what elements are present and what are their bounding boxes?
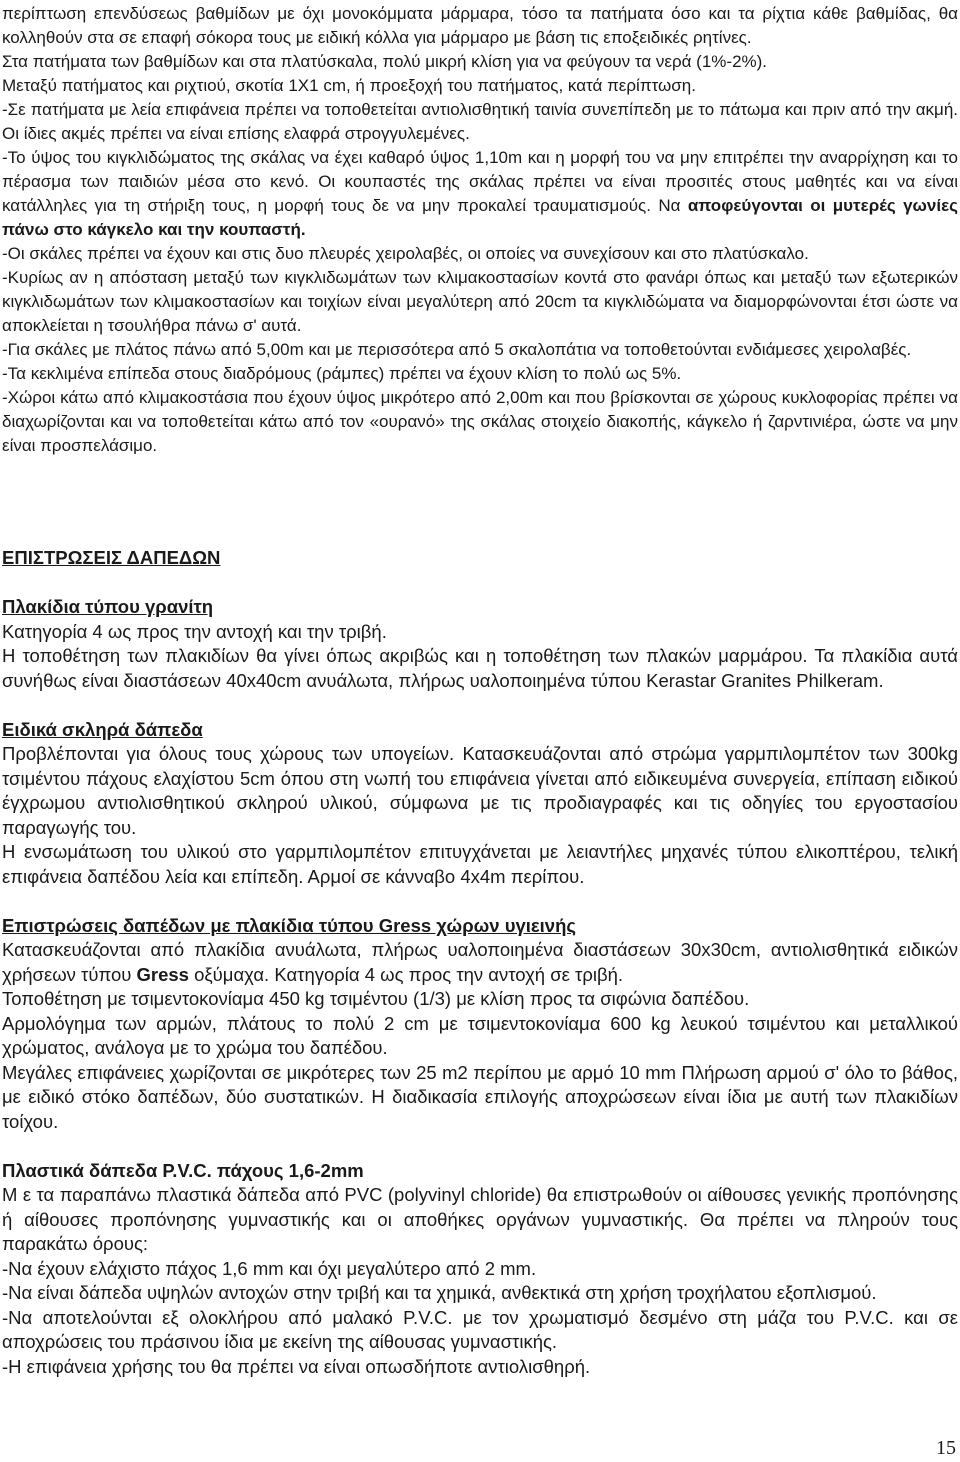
paragraph: -Για σκάλες με πλάτος πάνω από 5,00m και με περισσότερα από 5 σκαλοπάτια να τοποθετούνται ενδιάμεσες χειρολαβές. [2, 340, 912, 359]
paragraph: -Χώροι κάτω από κλιμακοστάσια που έχουν ύψος μικρότερο από 2,00m και που βρίσκονται σε χώρους κυκλοφορίας πρέπει να διαχωρίζονται και να τοποθετείται κάτω από τον «ουρανό» της σκάλας στοιχείο διακοπής, κάγκελο ή ζαρντινιέρα, ώστε να μην είναι προσπελάσιμο. [2, 388, 958, 455]
stair-specifications [2, 2, 958, 458]
paragraph: Τοποθέτηση με τσιμεντοκονίαμα 450 kg τσιμέντου (1/3) με κλίση προς τα σιφώνια δαπέδου. [2, 988, 750, 1009]
paragraph: -Να είναι δάπεδα υψηλών αντοχών στην τριβή και τα χημικά, ανθεκτικά στη χρήση τροχήλατου εξοπλισμού. [2, 1282, 877, 1303]
paragraph: Αρμολόγημα των αρμών, πλάτους το πολύ 2 cm με τσιμεντοκονίαμα 600 kg λευκού τσιμέντου και μεταλλικού χρώματος, ανάλογα με το χρώμα του δαπέδου. [2, 1012, 958, 1058]
paragraph: Η ενσωμάτωση του υλικού στο γαρμπιλομπέτον επιτυγχάνεται με λειαντήλες μηχανές τύπου ελικοπτέρου, τελική επιφάνεια δαπέδου λεία και επίπεδη. Αρμοί σε κάνναβο 4x4m περίπου. [2, 841, 958, 887]
paragraph: Στα πατήματα των βαθμίδων και στα πλατύσκαλα, πολύ μικρή κλίση για να φεύγουν τα νερά (1%-2%). [2, 52, 768, 71]
paragraph: -Κυρίως αν η απόσταση μεταξύ των κιγκλιδωμάτων των κλιμακοστασίων κοντά στο φανάρι όπως και μεταξύ των εξωτερικών κιγκλιδωμάτων των κλιμακοστασίων και τοιχίων είναι μεγαλύτερη από 20cm τα κιγκλιδώματα να διαμορφώνονται έτσι ώστε να αποκλείεται η τσουλήθρα πάνω σ' αυτά. [2, 268, 958, 335]
subsection-title-pvc: Πλαστικά δάπεδα P.V.C. πάχους 1,6-2mm [2, 1159, 364, 1181]
paragraph: Η τοποθέτηση των πλακιδίων θα γίνει όπως ακριβώς και η τοποθέτηση των πλακών μαρμάρου. Τα πλακίδια αυτά συνήθως είναι διαστάσεων 40x40cm ανυάλωτα, πλήρως υαλοποιημένα τύπου Kerastar Granites Philkeram. [2, 645, 958, 691]
subsection-title-gress: Επιστρώσεις δαπέδων με πλακίδια τύπου Gress χώρων υγιεινής [2, 914, 577, 936]
flooring-section [2, 546, 958, 1379]
paragraph: Μ ε τα παραπάνω πλαστικά δάπεδα από PVC (polyvinyl chloride) θα επιστρωθούν οι αίθουσες γενικής προπόνησης ή αίθουσες προπόνησης γυμναστικής και οι αποθήκες οργάνων γυμναστικής. Θα πρέπει να πληρούν τους παρακάτω όρους: [2, 1184, 958, 1254]
emphasis-text: Gress [136, 963, 189, 985]
paragraph: περίπτωση επενδύσεως βαθμίδων με όχι μονοκόμματα μάρμαρα, τόσο τα πατήματα όσο και τα ρίχτια κάθε βαθμίδας, θα κολληθούν στα σε επαφή σόκορα τους με ειδική κόλλα για μάρμαρο με βάση τις εποξειδικές ρητίνες. [2, 4, 958, 47]
paragraph: -Να αποτελούνται εξ ολοκλήρου από μαλακό P.V.C. με τον χρωματισμό δεσμένο στη μάζα του P.V.C. και σε αποχρώσεις του πράσινου ίδια με εκείνη της αίθουσας γυμναστικής. [2, 1306, 958, 1352]
emphasis-text: αποφεύγονται οι μυτερές γωνίες πάνω στο κάγκελο και την κουπαστή. [2, 196, 958, 239]
paragraph: -Σε πατήματα με λεία επιφάνεια πρέπει να τοποθετείται αντιολισθητική ταινία συνεπίπεδη με το πάτωμα και πριν από την ακμή. Οι ίδιες ακμές πρέπει να είναι επίσης ελαφρά στρογγυλεμένες. [2, 100, 958, 143]
paragraph [2, 146, 958, 242]
paragraph: Κατηγορία 4 ως προς την αντοχή και την τριβή. [2, 620, 387, 642]
paragraph-text: οξύμαχα. Κατηγορία 4 ως προς την αντοχή σε τριβή. [188, 963, 624, 985]
subsection-title-hard-floors: Ειδικά σκληρά δάπεδα [2, 718, 203, 740]
paragraph: -Οι σκάλες πρέπει να έχουν και στις δυο πλευρές χειρολαβές, οι οποίες να συνεχίσουν και στο πλατύσκαλο. [2, 244, 809, 263]
paragraph-text: -Το ύψος του κιγκλιδώματος της σκάλας να έχει καθαρό ύψος 1,10m και η μορφή του να μην επιτρέπει την αναρρίχηση και το πέρασμα των παιδιών μέσα στο κενό. Οι κουπαστές της σκάλας πρέπει να είναι προσιτές στους μαθητές και να είναι κατάλληλες για τη στήριξη τους, η μορφή τους δε να μην προκαλεί τραυματισμούς. Να [2, 148, 958, 215]
section-title: ΕΠΙΣΤΡΩΣΕΙΣ ΔΑΠΕΔΩΝ [2, 547, 221, 568]
paragraph: -Να έχουν ελάχιστο πάχος 1,6 mm και όχι μεγαλύτερο από 2 mm. [2, 1257, 537, 1279]
paragraph-text: Κατασκευάζονται από πλακίδια ανυάλωτα, πλήρως υαλοποιημένα διαστάσεων 30x30cm, αντιολισθητικά ειδικών χρήσεων τύπου [2, 939, 958, 985]
subsection-title-granite: Πλακίδια τύπου γρανίτη [2, 596, 214, 617]
page-number: 15 [936, 1437, 956, 1459]
paragraph: Μεγάλες επιφάνειες χωρίζονται σε μικρότερες των 25 m2 περίπου με αρμό 10 mm Πλήρωση αρμού σ' όλο το βάθος, με ειδικό στόκο δαπέδων, δύο συστατικών. Η διαδικασία επιλογής αποχρώσεων είναι ίδια με αυτή των πλακιδίων τοίχου. [2, 1061, 958, 1132]
paragraph: Προβλέπονται για όλους τους χώρους των υπογείων. Κατασκευάζονται από στρώμα γαρμπιλομπέτον των 300kg τσιμέντου πάχους ελαχίστου 5cm όπου στη νωπή του επιφάνεια γίνεται από ειδικευμένα συνεργεία, επίπαση ειδικού έγχρωμου αντιολισθητικού σκληρού υλικού, σύμφωνα με τις προδιαγραφές και τις οδηγίες του εργοστασίου παραγωγής του. [2, 743, 958, 838]
paragraph [2, 938, 958, 987]
paragraph: -Η επιφάνεια χρήσης του θα πρέπει να είναι οπωσδήποτε αντιολισθηρή. [2, 1355, 591, 1377]
paragraph: Μεταξύ πατήματος και ριχτιού, σκοτία 1Χ1 cm, ή προεξοχή του πατήματος, κατά περίπτωση. [2, 76, 696, 95]
paragraph: -Τα κεκλιμένα επίπεδα στους διαδρόμους (ράμπες) πρέπει να έχουν κλίση το πολύ ως 5%. [2, 364, 682, 383]
